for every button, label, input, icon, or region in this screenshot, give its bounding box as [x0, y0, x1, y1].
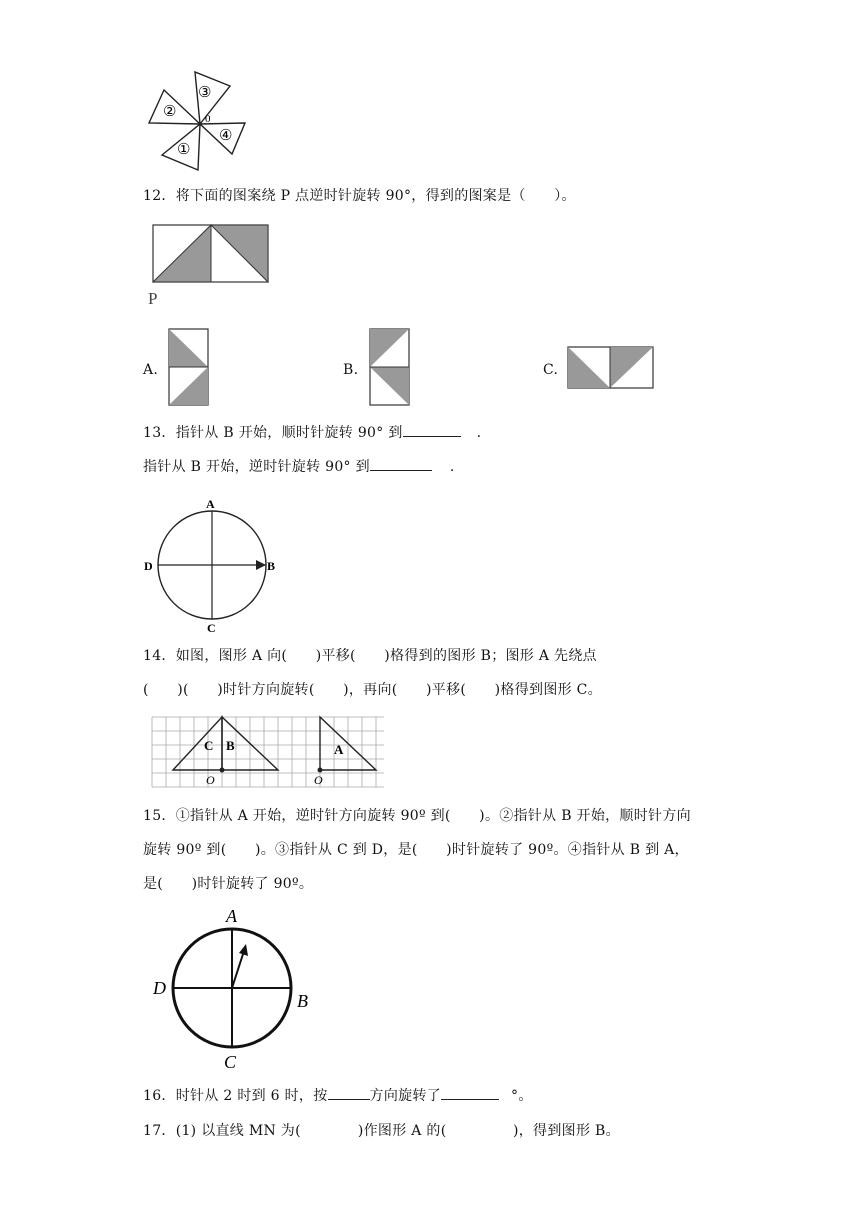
q15-line2: 旋转 90º 到( )。③指针从 C 到 D，是( )时针旋转了 90º。④指针从 B 到 A，	[143, 842, 689, 858]
q15-dial	[148, 902, 328, 1072]
q12-option-a-label[interactable]: A.	[143, 362, 159, 378]
q13-answer-blank-1[interactable]	[403, 436, 461, 437]
q13-answer-blank-2[interactable]	[370, 470, 432, 471]
dial-label-b: B	[267, 559, 276, 573]
dial-label-b: B	[297, 991, 308, 1011]
q14-grid-figure	[148, 712, 388, 792]
q14-line1: 14．如图，图形 A 向( )平移( )格得到的图形 B；图形 A 先绕点	[143, 648, 597, 664]
q13-dial	[140, 494, 285, 636]
dial-label-c: C	[207, 621, 216, 635]
dial-label-d: D	[144, 559, 153, 573]
q16-answer-blank-1[interactable]	[328, 1099, 370, 1100]
shape-c-label: C	[204, 738, 214, 753]
pinwheel-center-label: 0	[205, 113, 211, 125]
q12-option-a-figure[interactable]	[167, 327, 211, 409]
point-p-label: P	[148, 289, 158, 308]
q13-line2: 指针从 B 开始，逆时针旋转 90° 到 .	[143, 459, 455, 475]
dial-label-a: A	[226, 906, 237, 926]
pinwheel-label-2: ②	[163, 104, 177, 120]
dial-label-a: A	[206, 497, 215, 511]
pinwheel-figure	[140, 68, 250, 174]
q12-option-b-figure[interactable]	[368, 327, 412, 409]
dial-label-d: D	[153, 978, 166, 998]
pinwheel-label-4: ④	[219, 128, 233, 144]
q16-line: 16．时针从 2 时到 6 时，按 方向旋转了 °。	[143, 1088, 533, 1104]
pinwheel-label-1: ①	[177, 142, 191, 158]
point-o-2	[318, 768, 323, 773]
q16-answer-blank-2[interactable]	[441, 1099, 499, 1100]
q12-text: 12．将下面的图案绕 P 点逆时针旋转 90°，得到的图案是（ ）。	[143, 188, 576, 204]
q12-option-c-figure[interactable]	[566, 345, 656, 391]
q12-option-c-label[interactable]: C.	[543, 362, 559, 378]
q12-option-b-label[interactable]: B.	[343, 362, 359, 378]
q14-line2: ( )( )时针方向旋转( )，再向( )平移( )格得到图形 C。	[143, 682, 602, 698]
shape-b-label: B	[226, 738, 235, 753]
point-o-label-1: O	[206, 773, 215, 787]
dial-label-c: C	[224, 1052, 237, 1072]
shape-a-label: A	[334, 742, 344, 757]
q12-original-pattern	[148, 222, 273, 310]
pinwheel-label-3: ③	[198, 85, 212, 101]
point-o-1	[220, 768, 225, 773]
q15-line3: 是( )时针旋转了 90º。	[143, 876, 314, 892]
point-o-label-2: O	[314, 773, 323, 787]
q15-line1: 15．①指针从 A 开始，逆时针方向旋转 90º 到( )。②指针从 B 开始，顺时针方向	[143, 808, 691, 824]
q17-text: 17．(1) 以直线 MN 为( )作图形 A 的( )，得到图形 B。	[143, 1123, 620, 1139]
q13-line1: 13．指针从 B 开始，顺时针旋转 90° 到 .	[143, 425, 482, 441]
